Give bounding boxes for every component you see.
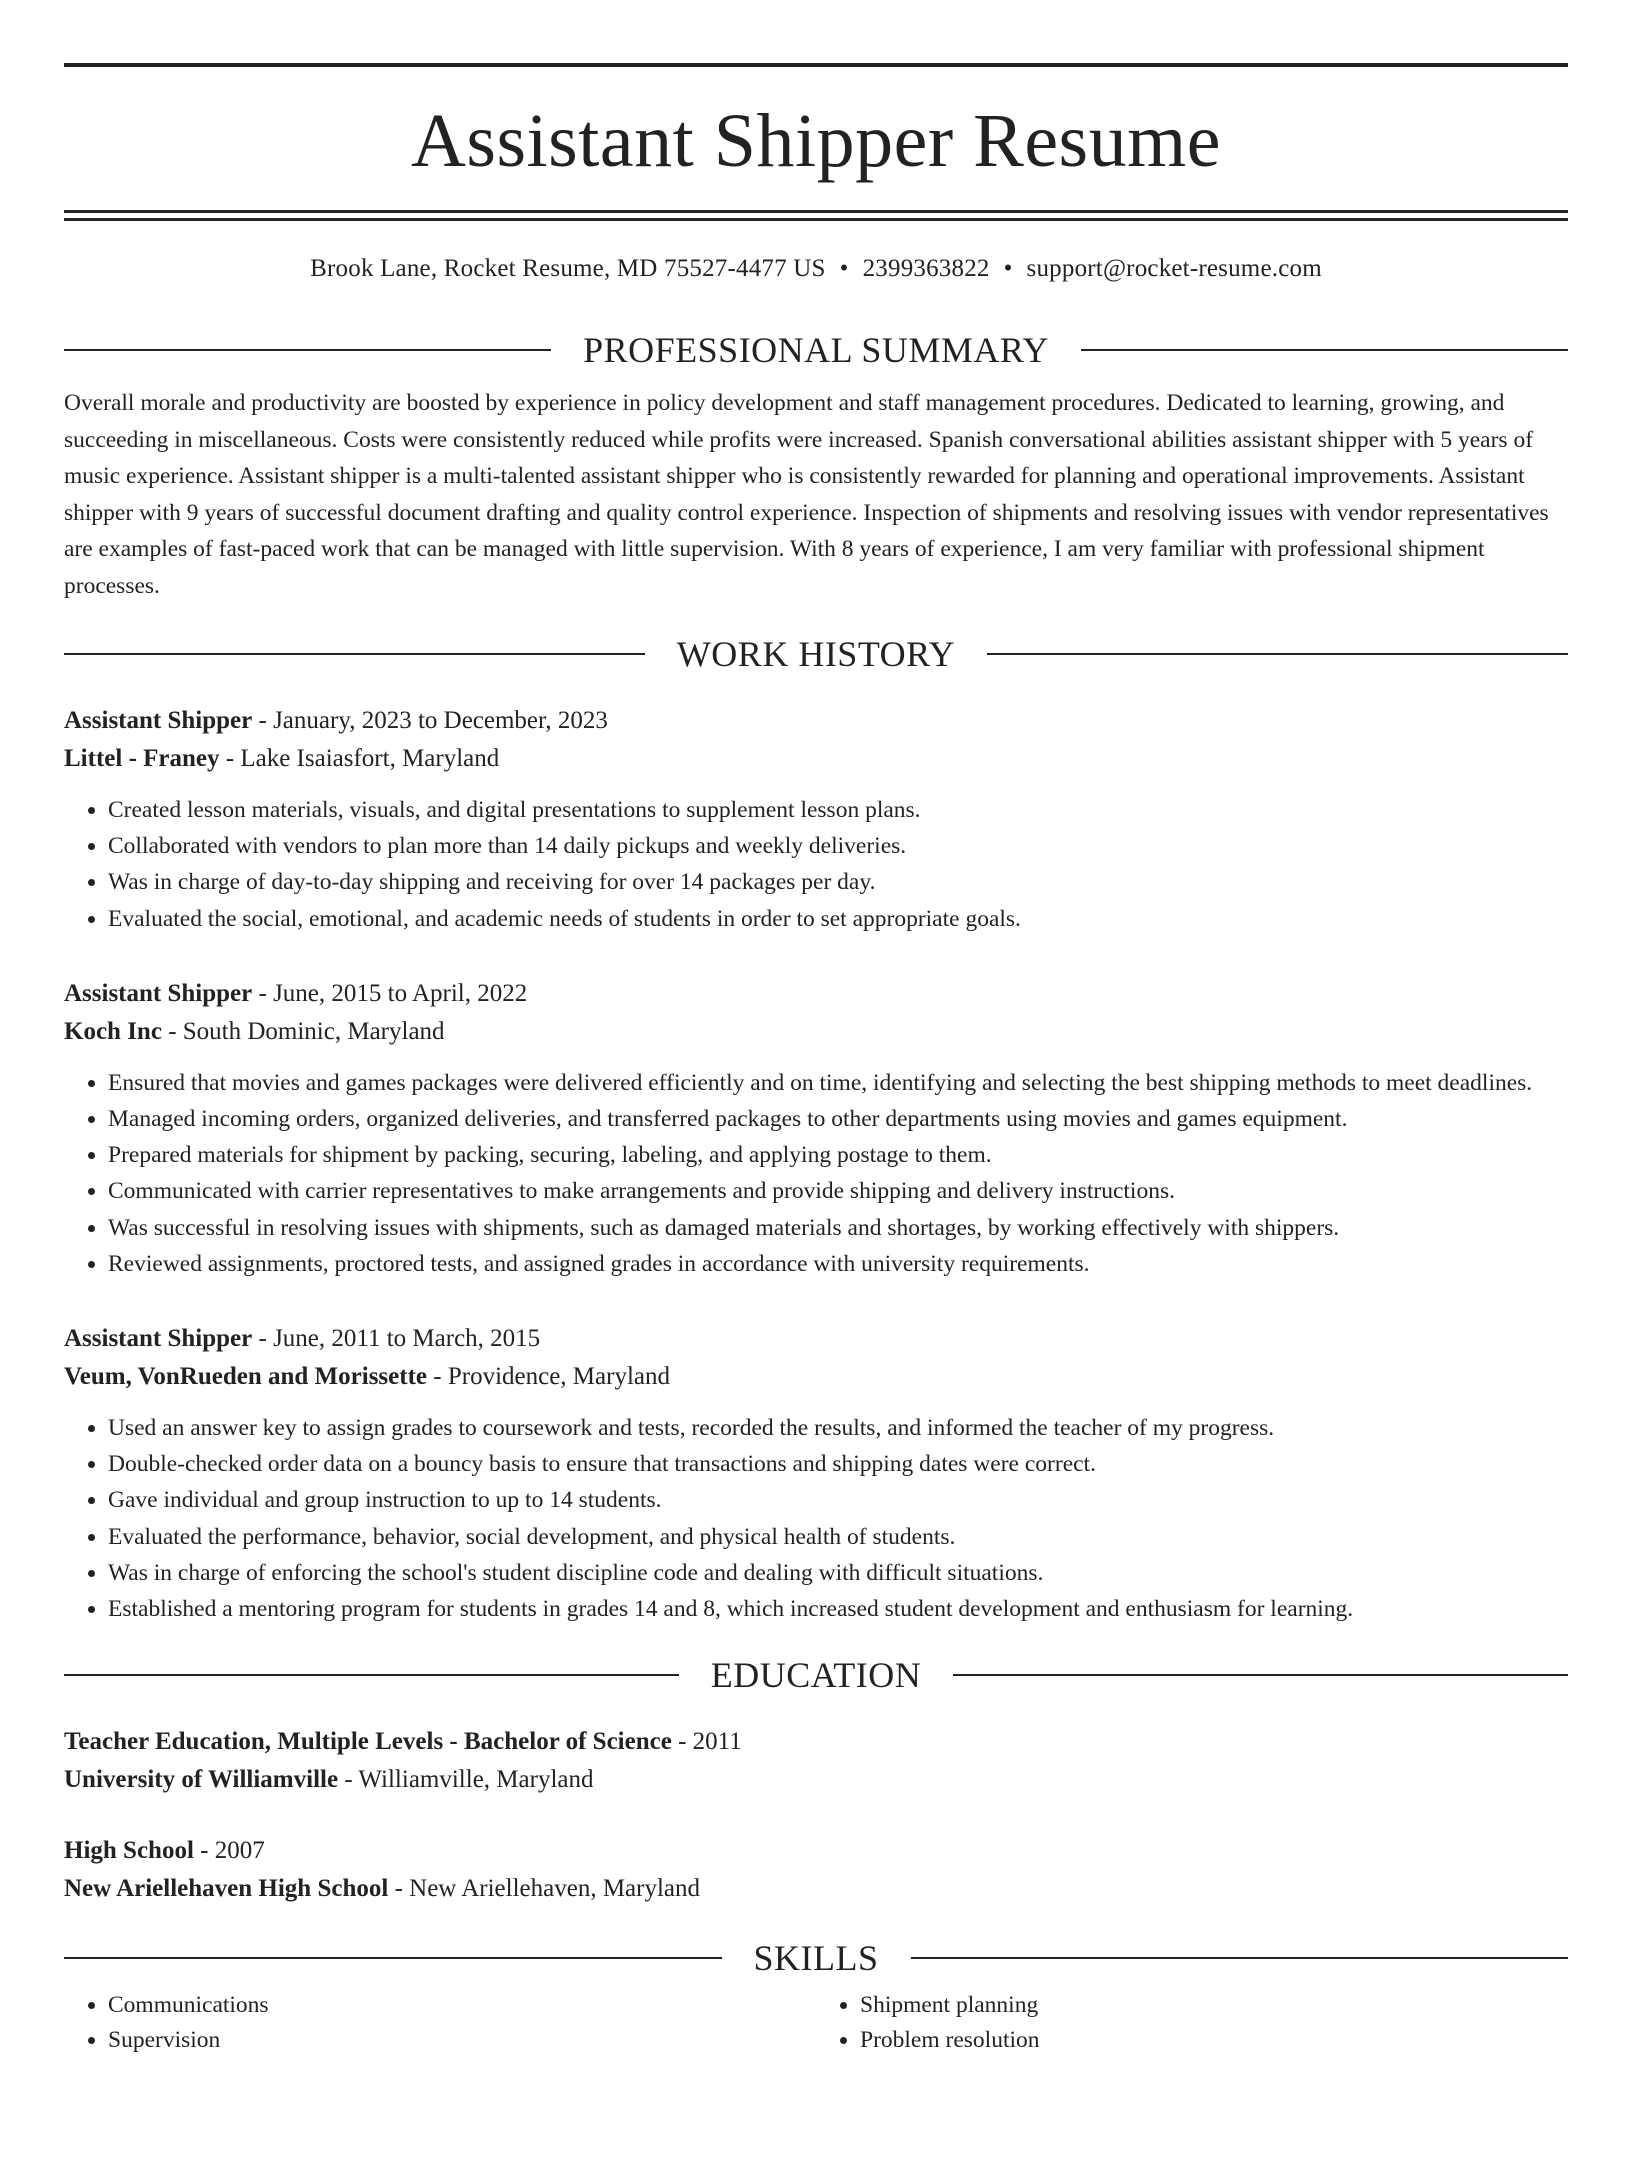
education-degree-line [64, 1723, 1568, 1761]
education-entry [64, 1832, 1568, 1908]
job-dates: - June, 2011 to March, 2015 [252, 1325, 541, 1353]
skill-item: • Supervision [108, 2023, 816, 2058]
skills-column-right [816, 1988, 1568, 2058]
job-company-line [64, 740, 1568, 778]
job-dates: - June, 2015 to April, 2022 [252, 979, 528, 1007]
skill-item: • Communications [108, 1988, 816, 2023]
skills-column-left [64, 1988, 816, 2058]
section-heading-label: EDUCATION [710, 1655, 922, 1696]
job-bullet: • Gave individual and group instruction to up to 14 students. [108, 1482, 1568, 1518]
education-degree: Teacher Education, Multiple Levels - Bachelor of Science [64, 1728, 672, 1756]
education-year: - 2011 [671, 1728, 742, 1756]
section-heading-education [64, 1655, 1568, 1696]
job-location: - Lake Isaiasfort, Maryland [219, 745, 500, 772]
heading-rule-left [64, 653, 645, 655]
heading-rule-right [953, 1674, 1568, 1676]
skill-item: • Shipment planning [860, 1988, 1568, 2023]
education-school: New Ariellehaven High School [64, 1875, 389, 1903]
contact-address: Brook Lane, Rocket Resume, MD 75527-4477 US [310, 255, 826, 282]
job-bullets [64, 1065, 1568, 1282]
section-heading-label: WORK HISTORY [676, 634, 956, 674]
document-title: Assistant Shipper Resume [411, 99, 1221, 183]
job-bullet: • Double-checked order data on a bouncy basis to ensure that transactions and shipping dates were correct. [108, 1446, 1568, 1482]
job-bullet: • Ensured that movies and games packages were delivered efficiently and on time, identifying and selecting the best shipping methods to meet deadlines. [108, 1065, 1568, 1101]
section-heading-summary [64, 332, 1568, 368]
job-bullet: • Was successful in resolving issues with shipments, such as damaged materials and shortages, by working effectively with shippers. [108, 1210, 1568, 1246]
job-title-line [64, 1320, 1568, 1358]
job-bullet: • Prepared materials for shipment by packing, securing, labeling, and applying postage to them. [108, 1137, 1568, 1173]
education-entry [64, 1723, 1568, 1799]
education-school-line [64, 1761, 1568, 1799]
job-title-line [64, 975, 1568, 1013]
heading-rule-left [64, 1957, 722, 1959]
job-title: Assistant Shipper [64, 979, 253, 1007]
job-bullet: • Managed incoming orders, organized deliveries, and transferred packages to other departments using movies and games equipment. [108, 1101, 1568, 1137]
job-entry [64, 975, 1568, 1282]
job-company-line [64, 1013, 1568, 1051]
job-bullet: • Was in charge of day-to-day shipping and receiving for over 14 packages per day. [108, 864, 1568, 900]
heading-rule-left [64, 1674, 679, 1676]
education-degree-line [64, 1832, 1568, 1870]
job-company: Littel - Franey [64, 745, 220, 772]
job-bullet: • Used an answer key to assign grades to coursework and tests, recorded the results, and informed the teacher of my progress. [108, 1410, 1568, 1446]
education-school-line [64, 1870, 1568, 1908]
job-company: Veum, VonRueden and Morissette [64, 1363, 428, 1391]
top-rule [64, 63, 1568, 67]
job-bullet: • Created lesson materials, visuals, and digital presentations to supplement lesson plans. [108, 792, 1568, 828]
section-heading-label: SKILLS [753, 1938, 879, 1979]
job-location: - Providence, Maryland [427, 1363, 670, 1391]
skill-item: • Problem resolution [860, 2023, 1568, 2058]
summary-text: Overall morale and productivity are boosted by experience in policy development and staff management procedures. Dedicated to learning, growing, and succeeding in miscellaneous. Costs were consistently reduced while profits were increased. Spanish conversational abilities assistant shipper with 5 years of music experience. Assistant shipper is a multi-talented assistant shipper who is consistently rewarded for planning and operational improvements. Assistant shipper with 9 years of successful document drafting and quality control experience. Inspection of shipments and resolving issues with vendor representatives are examples of fast-paced work that can be managed with little supervision. With 8 years of experience, I am very familiar with professional shipment processes. [64, 390, 1549, 599]
section-heading-work-history [64, 636, 1568, 672]
job-bullet: • Evaluated the social, emotional, and academic needs of students in order to set appropriate goals. [108, 901, 1568, 937]
title-double-rule [64, 210, 1568, 221]
job-title: Assistant Shipper [64, 1325, 253, 1353]
job-entry [64, 702, 1568, 937]
job-location: - South Dominic, Maryland [161, 1017, 445, 1045]
heading-rule-right [1081, 349, 1568, 351]
job-bullet: • Established a mentoring program for students in grades 14 and 8, which increased student development and enthusiasm for learning. [108, 1591, 1568, 1627]
job-bullet: • Reviewed assignments, proctored tests, and assigned grades in accordance with university requirements. [108, 1246, 1568, 1282]
job-bullet: • Collaborated with vendors to plan more than 14 daily pickups and weekly deliveries. [108, 828, 1568, 864]
heading-rule-right [911, 1957, 1569, 1959]
contact-separator: • [1003, 255, 1013, 282]
contact-line [64, 254, 1568, 284]
job-title-line [64, 702, 1568, 740]
job-entry [64, 1320, 1568, 1627]
job-bullets [64, 1410, 1568, 1627]
section-heading-label: PROFESSIONAL SUMMARY [583, 330, 1049, 370]
resume-page [0, 63, 1632, 2175]
job-company-line [64, 1358, 1568, 1396]
job-bullet: • Communicated with carrier representatives to make arrangements and provide shipping and delivery instructions. [108, 1173, 1568, 1209]
education-degree: High School [64, 1837, 194, 1865]
education-year: - 2007 [193, 1837, 265, 1865]
job-company: Koch Inc [64, 1017, 162, 1045]
job-bullet: • Evaluated the performance, behavior, social development, and physical health of students. [108, 1519, 1568, 1555]
section-heading-skills [64, 1938, 1568, 1979]
contact-phone: 2399363822 [862, 255, 990, 282]
education-school: University of Williamville [64, 1766, 339, 1794]
heading-rule-right [987, 653, 1568, 655]
job-bullets [64, 792, 1568, 937]
contact-email: support@rocket-resume.com [1026, 255, 1322, 282]
skills-list [64, 1988, 1568, 2058]
job-dates: - January, 2023 to December, 2023 [252, 707, 608, 734]
education-location: - Williamville, Maryland [338, 1766, 594, 1794]
job-bullet: • Was in charge of enforcing the school's student discipline code and dealing with difficult situations. [108, 1555, 1568, 1591]
education-location: - New Ariellehaven, Maryland [388, 1875, 701, 1903]
heading-rule-left [64, 349, 551, 351]
job-title: Assistant Shipper [64, 707, 253, 734]
contact-separator: • [839, 255, 849, 282]
